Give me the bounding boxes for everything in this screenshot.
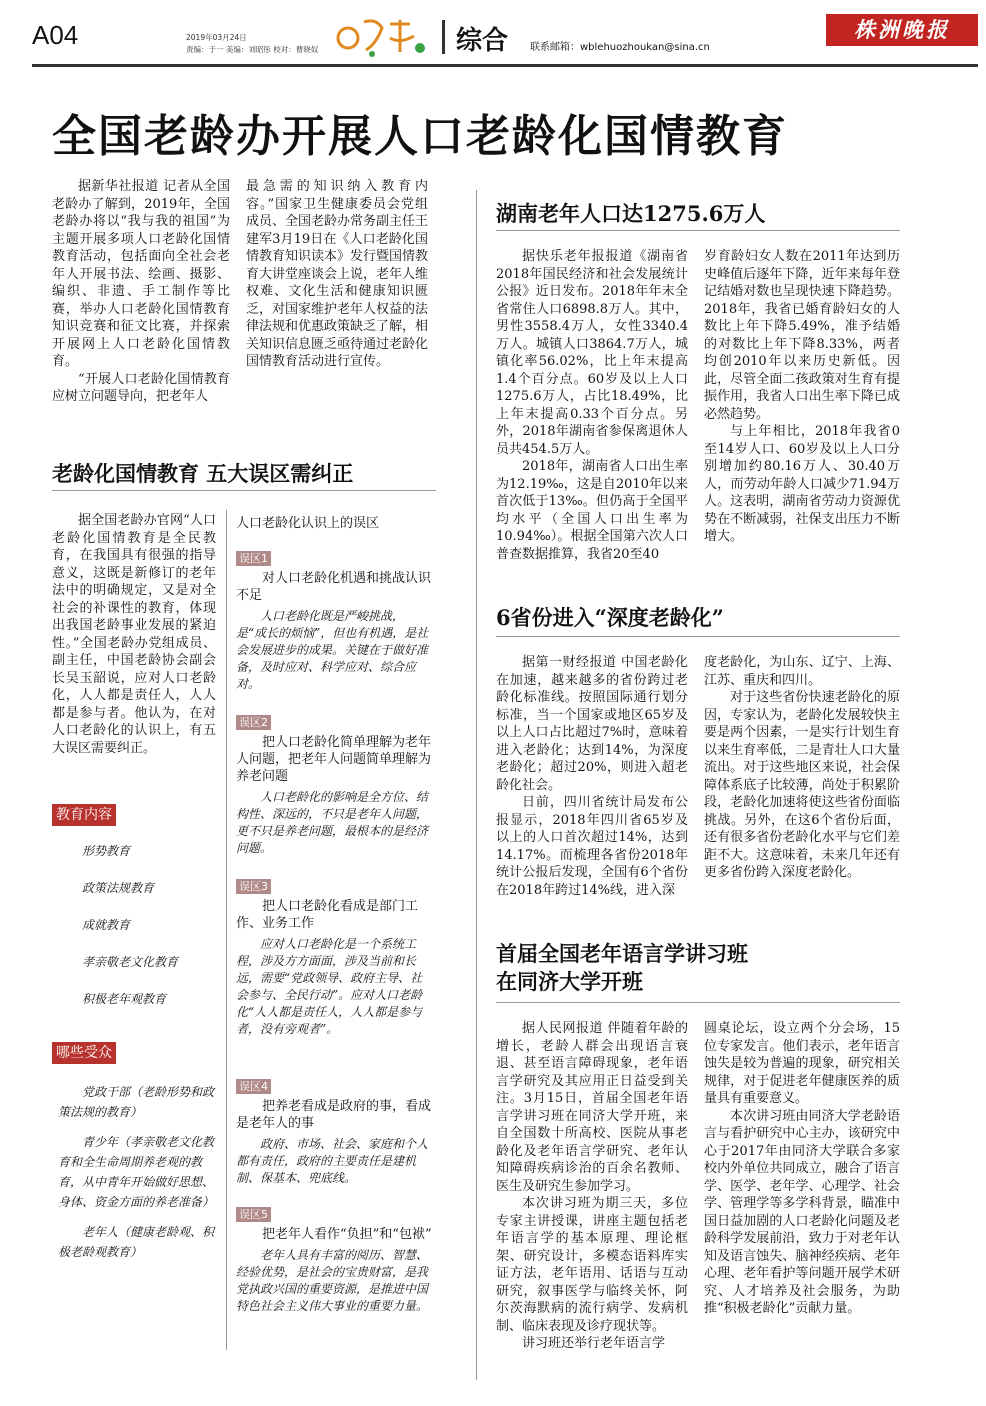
header-divider: [442, 20, 445, 54]
error-text: 政府、市场、社会、家庭和个人都有责任，政府的主要责任是建机制、保基本、兜底线。: [236, 1137, 429, 1185]
provinces-col2: [704, 654, 900, 882]
paragraph: 日前，四川省统计局发布公报显示，2018年四川省65岁及以上的人口首次超过14%，达到14.17%。而梳理各省份2018年统计公报后发现，全国有6个省份在2018年跨过14%线，进入深: [496, 795, 688, 898]
error-tag: 误区5: [236, 1207, 271, 1222]
error-text: 老年人具有丰富的阅历、智慧、经验优势，是社会的宝贵财富，是我党执政兴国的重要资源，是推进中国特色社会主义伟大事业的重要力量。: [236, 1248, 429, 1313]
list-item: 老年人（健康老龄观、积极老龄观教育）: [58, 1225, 215, 1259]
list-item: 孝亲敬老文化教育: [82, 955, 179, 969]
errors-column: [236, 512, 432, 1315]
language-title-line2: 在同济大学开班: [496, 969, 643, 994]
paragraph: 据第一财经报道 中国老龄化在加速，越来越多的省份跨过老龄化标准线。按照国际通行划分标准，当一个国家或地区65岁及以上人口占比超过7%时，意味着进入老龄化；达到14%，为深度老龄化；超过20%，则进入超老龄化社会。: [496, 655, 688, 793]
paragraph: 对于这些省份快速老龄化的原因，专家认为，老龄化发展较快主要是两个因素，一是实行计划生育以来生育率低，二是青壮人口大量流出。对于这些地区来说，社会保障体系底子比较薄，尚处于积累阶段，老龄化加速将使这些省份面临挑战。另外，在这6个省份后面，还有很多省份老龄化水平与它们差距不大。这意味着，未来几年还有更多省份跨入深度老龄化。: [704, 690, 900, 880]
paragraph: 据全国老龄办官网“人口老龄化国情教育是全民教育，在我国具有很强的指导意义，这既是新修订的老年法中的明确规定，又是对全社会的补课性的教育，体现出我国老龄事业发展的紧迫性。”全国老龄办党组成员、副主任，中国老龄协会副会长吴玉韶说，应对人口老龄化，人人都是责任人，人人都是参与者。他认为，在对人口老龄化的认识上，有五大误区需要纠正。: [52, 513, 216, 756]
paragraph: 据快乐老年报报道《湖南省2018年国民经济和社会发展统计公报》近日发布。2018年年末全省常住人口6898.8万人。其中，男性3558.4万人，女性3340.4万人。城镇人口3864.7万人，城镇化率56.02%，比上年末提高1.4个百分点。60岁及以上人口1275.6万人，占比18.49%，比上年末提高0.33个百分点。另外，2018年湖南省参保离退休人员共454.5万人。: [496, 249, 688, 457]
error-tag: 误区1: [236, 551, 271, 566]
page-number: A04: [32, 20, 79, 50]
error-tag: 误区4: [236, 1079, 271, 1094]
contact-email: 联系邮箱：wblehuozhoukan@sina.cn: [530, 42, 710, 53]
misconceptions-intro: [52, 512, 216, 757]
newspaper-brand: 株洲晚报: [826, 14, 978, 46]
paragraph: 本次讲习班由同济大学老龄语言与看护研究中心主办，该研究中心于2017年由同济大学联合多家校内外单位共同成立，融合了语言学、医学、老年学、心理学、社会学、管理学等多学科背景，瞄准中国日益加剧的人口老龄化问题及老龄科学发展前沿，致力于对老年认知及语言蚀失、脑神经疾病、老年心理、老年看护等问题开展学术研究、人才培养及社会服务，为助推“积极老龄化”贡献力量。: [704, 1108, 900, 1316]
audience-heading: 哪些受众: [52, 1042, 116, 1064]
error-tag: 误区3: [236, 879, 271, 894]
error-text: 人口老龄化既是严峻挑战，是“成长的烦恼”，但也有机遇，是社会发展进步的成果。关键在于做好准备，及时应对、科学应对、综合应对。: [236, 609, 429, 691]
hunan-title: 湖南老年人口达1275.6万人: [496, 201, 766, 226]
paragraph: 据人民网报道 伴随着年龄的增长，老龄人群会出现语言衰退、甚至语言障碍现象，老年语言学研究及其应用正日益受到关注。3月15日，首届全国老年语言学讲习班在同济大学开班，来自全国数十所高校、医院从事老龄化及老年语言学研究、老年认知障碍疾病诊治的百余名教师、医生及研究生参加学习。: [496, 1021, 688, 1194]
provinces-col1: [496, 654, 688, 899]
header-rule: [32, 64, 978, 67]
paragraph: 岁育龄妇女人数在2011年达到历史峰值后逐年下降，近年来每年登记结婚对数也呈现快速下降趋势。2018年，我省已婚育龄妇女的人数比上年下降5.49%，准予结婚的对数比上年下降8.33%，两者均创2010年以来历史新低。因此，尽管全面二孩政策对生育有提振作用，我省人口出生率下降已成必然趋势。: [704, 249, 900, 422]
hunan-col1: [496, 248, 688, 563]
error-title: 把养老看成是政府的事，看成是老年人的事: [236, 1099, 432, 1131]
paragraph: 圆桌论坛，设立两个分会场，15位专家发言。他们表示，老年语言蚀失是较为普遍的现象，研究相关规律，对于促进老年健康医养的质量具有重要意义。: [704, 1021, 900, 1106]
language-col1: [496, 1020, 688, 1353]
issue-date: 2019年03月24日: [186, 33, 247, 42]
language-col2: [704, 1020, 900, 1318]
error-title: 把老年人看作“负担”和“包袱”: [262, 1227, 432, 1242]
lehuo-logo: [336, 14, 432, 58]
section-rule: [496, 230, 900, 231]
error-title: 把人口老龄化看成是部门工作、业务工作: [236, 899, 419, 931]
paragraph: 2018年，湖南省人口出生率为12.19‰，这是自2010年以来首次低于13‰。但仍高于全国平均水平（全国人口出生率为10.94‰）。根据全国第六次人口普查数据推算，我省20至40: [496, 459, 688, 562]
audience-list: [58, 1082, 218, 1262]
error-text: 人口老龄化的影响是全方位、结构性、深远的，不只是老年人问题，更不只是养老问题，最根本的是经济问题。: [236, 790, 429, 855]
paragraph: 讲习班还举行老年语言学: [522, 1336, 666, 1351]
provinces-title: 6省份进入“深度老龄化”: [496, 605, 724, 630]
error-tag: 误区2: [236, 715, 271, 730]
main-headline: 全国老龄办开展人口老龄化国情教育: [52, 111, 788, 162]
paragraph: “开展人口老龄化国情教育应树立问题导向，把老年人: [52, 371, 230, 404]
error-title: 对人口老龄化机遇和挑战认识不足: [236, 571, 432, 603]
section-rule: [52, 490, 436, 491]
editor-credits: 责编：于一 美编：刘昭彤 校对：曹晓奴: [186, 45, 319, 54]
hunan-col2: [704, 248, 900, 546]
paragraph: 最急需的知识纳入教育内容。”国家卫生健康委员会党组成员、全国老龄办常务副主任王建军3月19日在《人口老龄化国情教育知识读本》发行暨国情教育大讲堂座谈会上说，老年人维权难、文化生活和健康知识匮乏，对国家维护老年人权益的法律法规和优惠政策缺乏了解，相关知识信息匮乏亟待通过老龄化国情教育活动进行宣传。: [246, 179, 429, 369]
lead-article-col2: [246, 178, 428, 371]
section-name: 综合: [456, 26, 509, 56]
section-rule: [496, 636, 900, 637]
list-item: 青少年（孝亲敬老文化教育和全生命周期养老观的教育，从中青年开始做好思想、身体、资金方面的养老准备）: [58, 1135, 215, 1209]
error-title: 把人口老龄化简单理解为老年人问题，把老年人问题简单理解为养老问题: [236, 735, 432, 784]
inner-divider: [226, 510, 227, 1350]
paragraph: 本次讲习班为期三天，多位专家主讲授课，讲座主题包括老年语言学的基本原理、理论框架、研究设计，多模态语料库实证方法，老年语用、话语与互动研究，叙事医学与临终关怀，阿尔茨海默病的流行病学、发病机制、临床表现及诊疗现状等。: [496, 1196, 688, 1334]
paragraph: 度老龄化，为山东、辽宁、上海、江苏、重庆和四川。: [704, 655, 900, 688]
error-block: [236, 711, 432, 875]
misconceptions-title: 老龄化国情教育 五大误区需纠正: [52, 461, 354, 486]
paragraph: 与上年相比，2018年我省0至14岁人口、60岁及以上人口分别增加约80.16万人、30.40万人，而劳动年龄人口减少71.94万人。这表明，湖南省劳动力资源优势在不断减弱，社保支出压力不断增大。: [704, 424, 900, 544]
language-title-line1: 首届全国老年语言学讲习班: [496, 941, 748, 966]
section-rule: [496, 1002, 900, 1003]
error-block: [236, 875, 432, 1075]
list-item: 党政干部（老龄形势和政策法规的教育）: [58, 1085, 215, 1119]
column-divider: [476, 190, 477, 1380]
error-block: [236, 1075, 432, 1203]
lead-article-col1: [52, 178, 230, 406]
list-item: 政策法规教育: [82, 881, 155, 895]
content-heading: 教育内容: [52, 804, 116, 826]
paragraph: 据新华社报道 记者从全国老龄办了解到，2019年，全国老龄办将以“我与我的祖国”为主题开展多项人口老龄化国情教育活动，包括面向全社会老年人开展书法、绘画、摄影、编织、非遗、手工制作等比赛，举办人口老龄化国情教育知识竞赛和征文比赛，并探索开展网上人口老龄化国情教育。: [52, 179, 230, 369]
list-item: 成就教育: [82, 918, 131, 932]
error-block: [236, 1203, 432, 1315]
list-item: 积极老年观教育: [82, 992, 167, 1006]
content-list: [82, 842, 222, 1027]
list-item: 形势教育: [82, 844, 131, 858]
errors-heading: 人口老龄化认识上的误区: [236, 516, 380, 531]
error-block: [236, 547, 432, 711]
error-text: 应对人口老龄化是一个系统工程，涉及方方面面，涉及当前和长远，需要“党政领导、政府主导、社会参与、全民行动”。应对人口老龄化“人人都是责任人，人人都是参与者，没有旁观者”。: [236, 937, 423, 1036]
